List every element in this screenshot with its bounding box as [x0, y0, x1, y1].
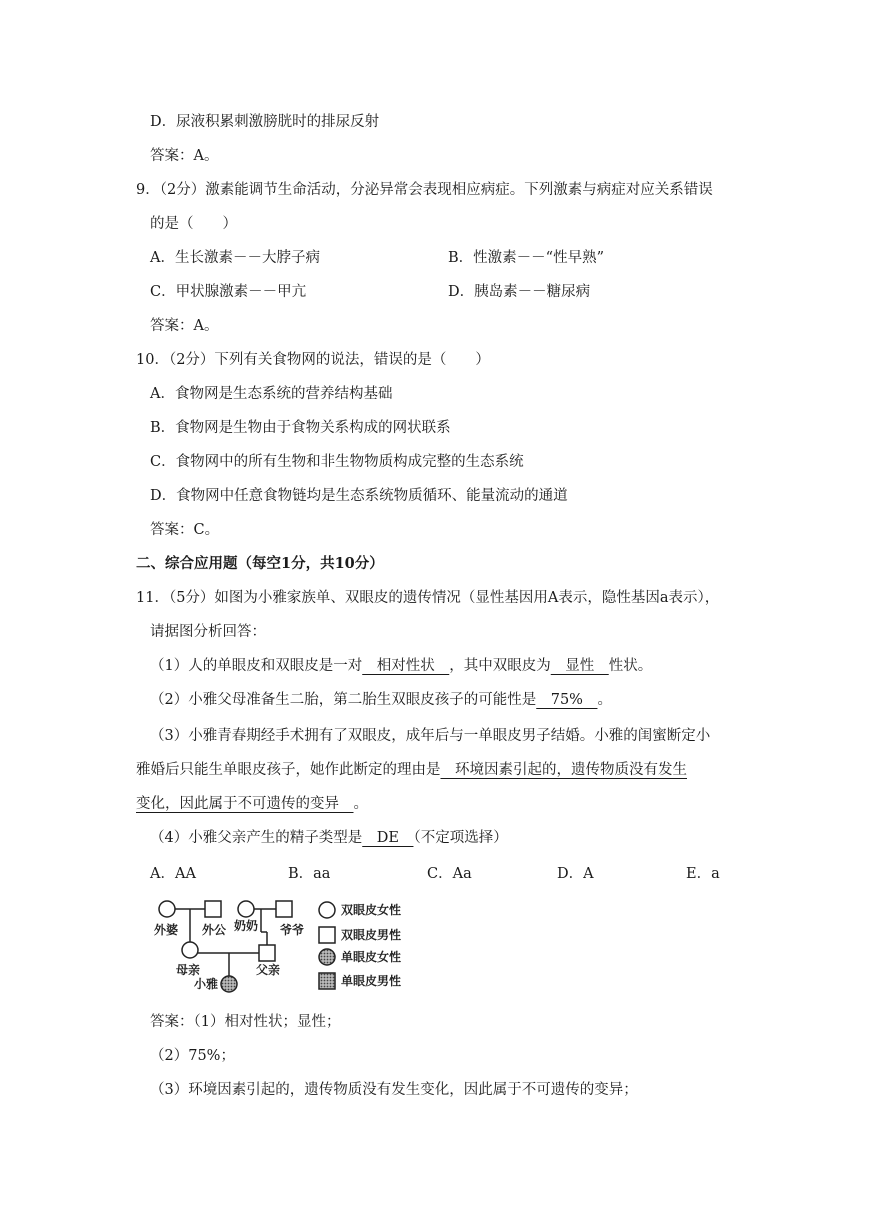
q9-option-b: B．性激素－－“性早熟” [448, 250, 604, 266]
q11-part4-blank: DE [362, 830, 414, 846]
q11-part3-suffix: 。 [353, 796, 368, 812]
legend-symbol-double-female [319, 902, 335, 918]
q11-part3-blank-b: 变化，因此属于不可遗传的变异 [136, 796, 354, 812]
q11-part3-line2 [136, 760, 687, 780]
legend-label-double-female: 双眼皮女性 [341, 903, 402, 917]
q11-part1-prefix: （1）人的单眼皮和双眼皮是一对 [150, 658, 363, 674]
q11-part1-blank2: 显性 [550, 658, 609, 674]
q11-part2-suffix: 。 [597, 692, 612, 708]
q11-option-c: C．Aa [427, 866, 472, 882]
q11-part1 [150, 656, 652, 676]
legend-symbol-single-female [319, 949, 335, 965]
q11-part4-prefix: （4）小雅父亲产生的精子类型是 [150, 830, 363, 846]
xiaoya-symbol [221, 976, 237, 992]
q11-part2-prefix: （2）小雅父母准备生二胎，第二胎生双眼皮孩子的可能性是 [150, 692, 537, 708]
label-father: 父亲 [256, 963, 281, 977]
q11-part4-suffix: （不定项选择） [413, 830, 508, 846]
q11-part1-suffix: 性状。 [608, 658, 653, 674]
mother-symbol [182, 942, 198, 958]
q11-part3-line1: （3）小雅青春期经手术拥有了双眼皮，成年后与一单眼皮男子结婚。小雅的闺蜜断定小 [150, 728, 711, 744]
q11-option-d: D．A [557, 866, 594, 882]
q9-option-d: D．胰岛素－－糖尿病 [448, 284, 591, 300]
q9-stem-line1: 9．（2分）激素能调节生命活动，分泌异常会表现相应病症。下列激素与病症对应关系错误 [136, 182, 713, 198]
label-mother: 母亲 [176, 963, 201, 977]
legend-symbol-double-male [319, 927, 335, 943]
legend-label-double-male: 双眼皮男性 [341, 928, 402, 942]
q11-part2 [150, 690, 612, 710]
q11-part2-blank: 75% [536, 692, 598, 708]
q11-answer-line3: （3）环境因素引起的，遗传物质没有发生变化，因此属于不可遗传的变异； [150, 1082, 638, 1098]
q11-answer-line2: （2）75%； [150, 1048, 235, 1064]
label-grandpa-maternal: 外公 [202, 923, 227, 937]
q11-option-b: B．aa [288, 866, 331, 882]
q8-option-d: D．尿液积累刺激膀胱时的排尿反射 [150, 114, 380, 130]
pedigree-figure [146, 892, 408, 996]
q11-part1-blank1: 相对性状 [362, 658, 450, 674]
q10-option-d: D．食物网中任意食物链均是生态系统物质循环、能量流动的通道 [150, 488, 568, 504]
father-symbol [259, 945, 275, 961]
label-xiaoya: 小雅 [194, 977, 219, 991]
q9-option-a: A．生长激素－－大脖子病 [150, 250, 320, 266]
q10-option-b: B．食物网是生物由于食物关系构成的网状联系 [150, 420, 451, 436]
q10-option-a: A．食物网是生态系统的营养结构基础 [150, 386, 393, 402]
q9-option-c: C．甲状腺激素－－甲亢 [150, 284, 307, 300]
q11-part3-line2-prefix: 雅婚后只能生单眼皮孩子，她作此断定的理由是 [136, 762, 441, 778]
grandpa-paternal-symbol [276, 901, 292, 917]
legend-label-single-female: 单眼皮女性 [341, 950, 402, 964]
q9-answer: 答案：A。 [150, 318, 219, 334]
label-grandma-maternal: 外婆 [154, 923, 179, 937]
section-heading: 二、综合应用题（每空1分，共10分） [136, 555, 384, 572]
q10-answer: 答案：C。 [150, 522, 220, 538]
q10-stem: 10．（2分）下列有关食物网的说法，错误的是（ ） [136, 352, 490, 368]
grandpa-maternal-symbol [205, 901, 221, 917]
q10-option-c: C．食物网中的所有生物和非生物物质构成完整的生态系统 [150, 454, 524, 470]
q8-answer: 答案：A。 [150, 148, 219, 164]
q9-stem-line2: 的是（ ） [150, 216, 237, 232]
label-grandpa-paternal: 爷爷 [280, 923, 305, 937]
q11-part3-blank-a: 环境因素引起的，遗传物质没有发生 [440, 762, 687, 778]
legend-label-single-male: 单眼皮男性 [341, 974, 402, 988]
q11-part3-line3 [136, 794, 368, 814]
legend-symbol-single-male [319, 973, 335, 989]
q11-part4 [150, 828, 508, 848]
q11-stem-line1: 11．（5分）如图为小雅家族单、双眼皮的遗传情况（显性基因用A表示，隐性基因a表示）， [136, 590, 720, 606]
q11-stem-line2: 请据图分析回答： [150, 624, 266, 640]
label-grandma-paternal: 奶奶 [234, 919, 259, 933]
q11-answer-line1: 答案：（1）相对性状；显性； [150, 1014, 341, 1030]
q11-option-a: A．AA [150, 866, 196, 882]
q11-option-e: E．a [686, 866, 720, 882]
q11-part1-middle: ，其中双眼皮为 [449, 658, 551, 674]
grandma-maternal-symbol [159, 901, 175, 917]
grandma-paternal-symbol [238, 901, 254, 917]
